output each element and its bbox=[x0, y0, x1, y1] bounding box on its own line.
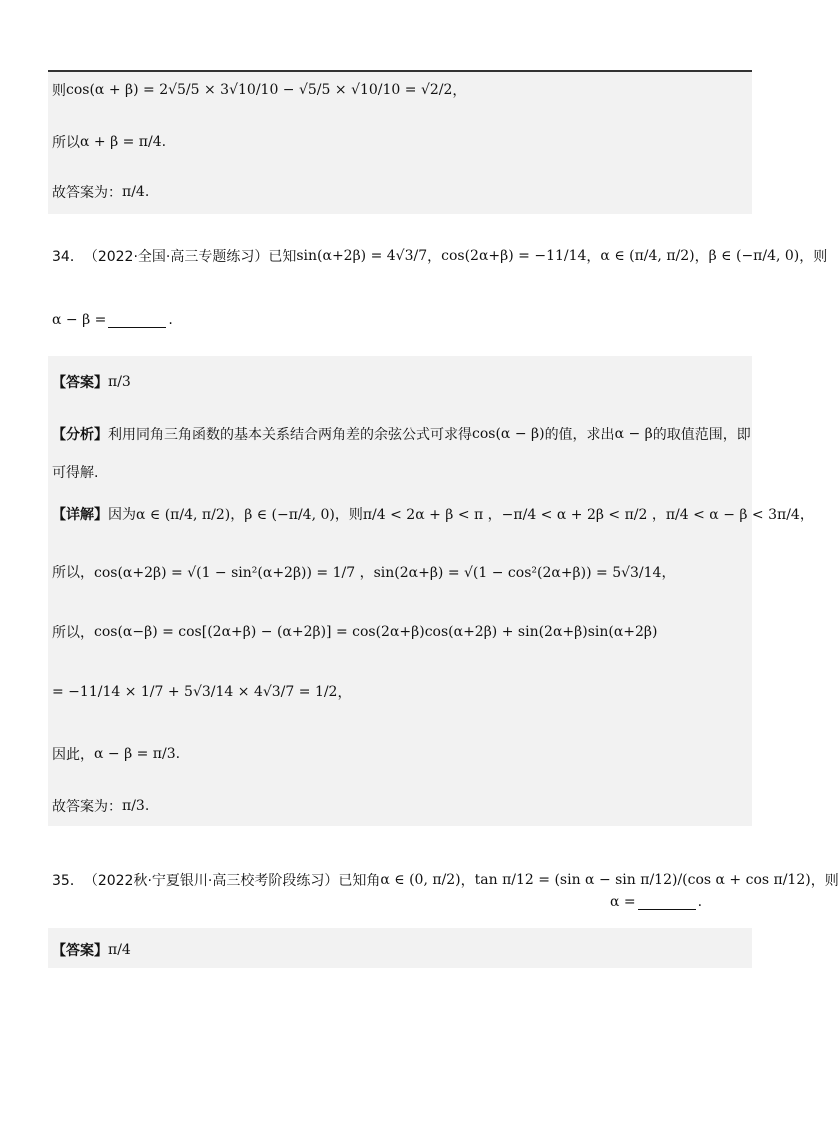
question-source: （2022秋·宁夏银川·高三校考阶段练习）已知角 bbox=[83, 873, 381, 889]
detail-step-2: 所以， cos(α−β) = cos[(2α+β) − (α+2β)] = cos(2α+β)cos(α+2β) + sin(2α+β)sin(α+2β) bbox=[52, 624, 658, 641]
analysis-line-2: 可得解. bbox=[52, 465, 99, 481]
question-35: 35． （2022秋·宁夏银川·高三校考阶段练习）已知角 α ∈ (0, π/2) ， tan π/12 = (sin α − sin π/12)/(cos α + cos π/12) ，则 bbox=[52, 872, 839, 889]
analysis-label: 【分析】 bbox=[52, 427, 108, 443]
answer-label: 【答案】 bbox=[52, 943, 108, 959]
detail-step-4: 因此， α − β = π/3 . bbox=[52, 746, 181, 763]
question-number: 35． bbox=[52, 873, 84, 889]
detail-line-1: 【详解】 因为 α ∈ (π/4, π/2)，β ∈ (−π/4, 0) ，则 π/4 < 2α + β < π ，−π/4 < α + 2β < π/2 ，π/4 < α − β < 3π/4 ， bbox=[52, 504, 814, 524]
question-34: 34． （2022·全国·高三专题练习）已知 sin(α+2β) = 4√3/7 ， cos(2α+β) = −11/14 ， α ∈ (π/4, π/2) ， β ∈ (−π/4, 0) ，则 bbox=[52, 248, 828, 265]
question-number: 34． bbox=[52, 249, 84, 265]
detail-step-3: = −11/14 × 1/7 + 5√3/14 × 4√3/7 = 1/2 ， bbox=[52, 684, 352, 701]
analysis-line-1: 【分析】 利用同角三角函数的基本关系结合两角差的余弦公式可求得 cos(α − β) 的值，求出 α − β 的取值范围，即 bbox=[52, 426, 751, 443]
answer-35-block bbox=[48, 928, 752, 968]
answer-value: π/4 bbox=[108, 942, 131, 958]
question-35-ask: α = . bbox=[610, 894, 703, 910]
answer-label: 【答案】 bbox=[52, 375, 108, 391]
answer-35-line bbox=[52, 940, 131, 960]
answer-blank bbox=[638, 895, 696, 910]
detail-step-1: 所以， cos(α+2β) = √(1 − sin²(α+2β)) = 1/7 ，sin(2α+β) = √(1 − cos²(2α+β)) = 5√3/14 ， bbox=[52, 565, 676, 581]
prev-solution-formula-1: cos(α + β) = 2√5/5 × 3√10/10 − √5/5 × √10/10 = √2/2 bbox=[66, 82, 453, 98]
answer-34-line bbox=[52, 372, 131, 392]
prev-solution-line-1: 则 cos(α + β) = 2√5/5 × 3√10/10 − √5/5 × √10/10 = √2/2 ， bbox=[52, 82, 467, 99]
prev-solution-line-2: 所以 α + β = π/4 . bbox=[52, 134, 167, 151]
prev-solution-line-3: 故答案为： π/4 . bbox=[52, 184, 150, 201]
answer-value: π/3 bbox=[108, 374, 131, 390]
final-answer-34: 故答案为： π/3 . bbox=[52, 798, 150, 815]
question-34-ask: α − β = . bbox=[52, 312, 173, 328]
question-source: （2022·全国·高三专题练习）已知 bbox=[83, 249, 297, 265]
detail-label: 【详解】 bbox=[52, 507, 108, 523]
answer-blank bbox=[108, 313, 166, 328]
